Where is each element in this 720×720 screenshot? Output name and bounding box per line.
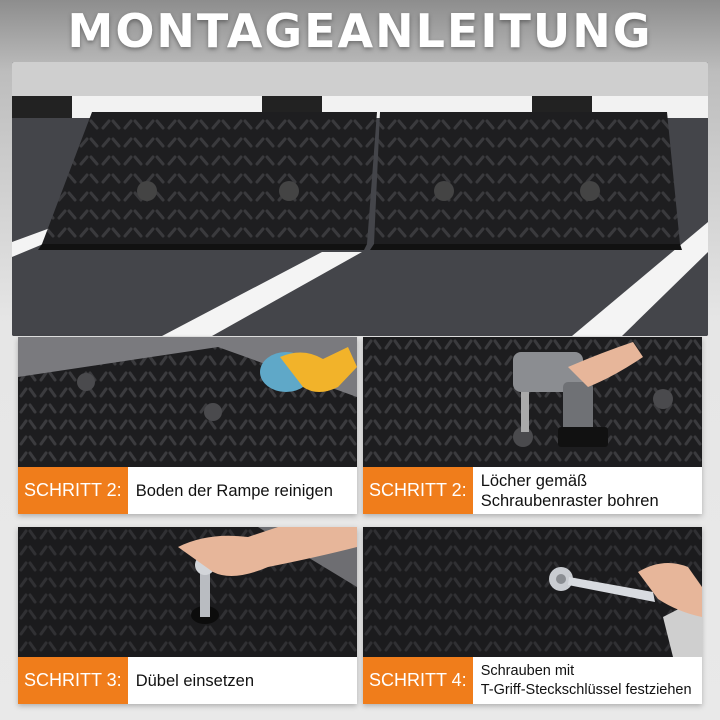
step-text [473,471,659,511]
step-photo-drill [363,337,702,467]
step-text: Boden der Rampe reinigen [135,481,333,500]
step-text-line: Schrauben mit [480,662,575,679]
ramp-right [374,112,680,244]
step-badge: SCHRITT 2: [363,467,473,514]
step-label [18,657,357,704]
step-badge: SCHRITT 2: [18,467,128,514]
step-label [18,467,357,514]
hero-image [12,62,708,336]
step-text [473,662,692,700]
step-text-line: T-Griff-Steckschlüssel festziehen [480,681,692,698]
step-label [363,467,702,514]
step-photo-tighten [363,527,702,657]
page-title: MONTAGEANLEITUNG [67,4,653,58]
step-text-line: Löcher gemäß [480,471,588,490]
ramp-illustration [12,62,708,336]
step-card-tighten [363,527,702,704]
step-card-drill [363,337,702,514]
step-badge: SCHRITT 3: [18,657,128,704]
step-photo-clean [18,337,357,467]
step-label [363,657,702,704]
step-text-line: Schraubenraster bohren [480,491,659,510]
step-card-clean [18,337,357,514]
step-card-dowel [18,527,357,704]
ramp-left [42,112,377,244]
step-badge: SCHRITT 4: [363,657,473,704]
step-text: Dübel einsetzen [135,671,255,690]
step-photo-dowel [18,527,357,657]
